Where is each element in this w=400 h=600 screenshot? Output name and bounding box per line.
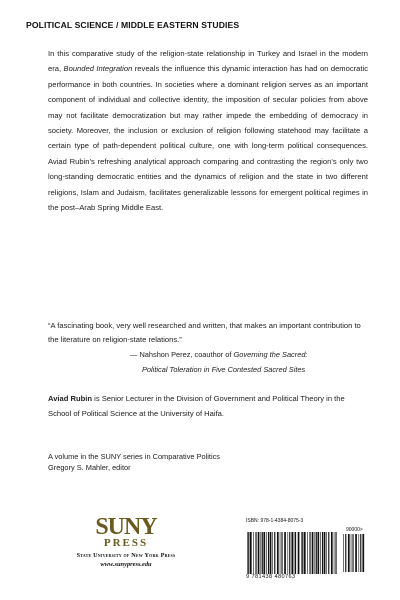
barcode-bar — [250, 532, 252, 574]
barcode-digits: 9 781438 480763 — [246, 574, 296, 580]
barcode-bar — [352, 534, 353, 572]
barcode-bar — [345, 534, 346, 572]
barcode-bar — [258, 532, 260, 574]
barcode-bar — [288, 532, 289, 574]
barcode-bar — [248, 532, 249, 574]
book-description — [48, 46, 368, 215]
isbn-label: ISBN: 978-1-4384-8075-3 — [246, 518, 304, 524]
barcode-bar — [316, 532, 317, 574]
barcode-bar — [272, 532, 273, 574]
barcode-bar — [348, 534, 350, 572]
barcode-bar — [268, 532, 269, 574]
barcode-bar — [309, 532, 310, 574]
barcode-bar — [298, 532, 300, 574]
barcode-bar — [312, 532, 314, 574]
book-title: Bounded Integration — [63, 64, 133, 74]
barcode-bar — [301, 532, 302, 574]
author-name: Aviad Rubin — [48, 394, 93, 403]
series-editor: Gregory S. Mahler, editor — [48, 462, 131, 472]
isbn-barcode — [246, 518, 366, 584]
attribution-title-part-1: Governing the Sacred: — [233, 350, 308, 359]
barcode-bar — [247, 532, 248, 574]
barcode-bar — [359, 534, 360, 572]
barcode-bar — [351, 534, 352, 572]
suny-press-logo — [66, 516, 186, 578]
blurb-text-start: In this comparative study of the religion-state relationship in Turkey and Israel in the modern era, — [48, 49, 368, 74]
barcode-bar — [262, 532, 263, 574]
blurb-text-end: reveals the influence this dynamic interaction has had on democratic performance in both countries. In societies where a dominant religion serves as an important component of individual and collective identity, the imposition of secular policies from above may not facilitate democratization but may rather impede the embedding of democracy in society. Moreover, the inclusion or exclusion of religion following statehood may facilitate a certain type of path-dependent political culture, one with long-term political consequences. Aviad Rubin’s refreshing analytical approach comparing and contrasting the region’s only two long-standing democratic entities and the dynamics of religion and the state in two different religions, Islam and Judaism, facilitates generalizable lessons for emergent political regimes in the post–Arab Spring Middle East. — [48, 64, 368, 213]
barcode-bar — [295, 532, 296, 574]
barcode-bar — [362, 534, 364, 572]
barcode-bar — [331, 532, 333, 574]
series-line: A volume in the SUNY series in Comparative Politics — [48, 452, 220, 461]
category-label: POLITICAL SCIENCE / MIDDLE EASTERN STUDIES — [26, 20, 240, 30]
price-code: 90000> — [346, 527, 363, 533]
series-info — [48, 452, 298, 473]
attribution-prefix: — Nahshon Perez, coauthor of — [130, 350, 234, 359]
author-bio-text: is Senior Lecturer in the Division of Government and Political Theory in the School of Political Science at the University of Haifa. — [48, 394, 345, 419]
barcode-bar — [360, 534, 361, 572]
barcode-bar — [281, 532, 282, 574]
barcode-bar — [324, 532, 326, 574]
barcode-bar — [320, 532, 321, 574]
barcode-bar — [317, 532, 319, 574]
barcode-bar — [307, 532, 308, 574]
barcode-bar — [326, 532, 327, 574]
barcode-bar — [261, 532, 262, 574]
endorsement-attribution — [130, 348, 368, 377]
barcode-bar — [328, 532, 329, 574]
barcode-bar — [284, 532, 286, 574]
barcode-bar — [277, 532, 279, 574]
barcode-bar — [343, 534, 344, 572]
barcode-bar — [315, 532, 316, 574]
barcode-bar — [335, 532, 336, 574]
barcode-bar — [255, 532, 256, 574]
endorsement-quote: “A fascinating book, very well researched and written, that makes an important contribution to the literature on religion-state relations.” — [48, 321, 361, 344]
barcode-bar — [291, 532, 293, 574]
barcode-bar — [334, 532, 335, 574]
barcode-bar — [270, 532, 272, 574]
barcode-main-bars — [246, 532, 340, 574]
logo-suny-text: SUNY — [95, 514, 157, 540]
publisher-name: State University of New York Press — [76, 552, 176, 559]
barcode-bar — [263, 532, 265, 574]
barcode-bar — [355, 534, 357, 572]
barcode-bar — [253, 532, 254, 574]
attribution-title-part-2: Political Toleration in Five Contested Sacred Sites — [142, 364, 306, 374]
barcode-bar — [302, 532, 303, 574]
barcode-bar — [294, 532, 295, 574]
barcode-bar — [304, 532, 306, 574]
author-bio — [48, 391, 368, 422]
barcode-bar — [289, 532, 290, 574]
logo-press-text: PRESS — [103, 537, 149, 549]
barcode-addon-bars — [342, 534, 366, 572]
barcode-bar — [274, 532, 275, 574]
barcode-bar — [280, 532, 281, 574]
barcode-bar — [322, 532, 323, 574]
barcode-bar — [266, 532, 267, 574]
publisher-website: www.sunypress.edu — [100, 561, 152, 568]
